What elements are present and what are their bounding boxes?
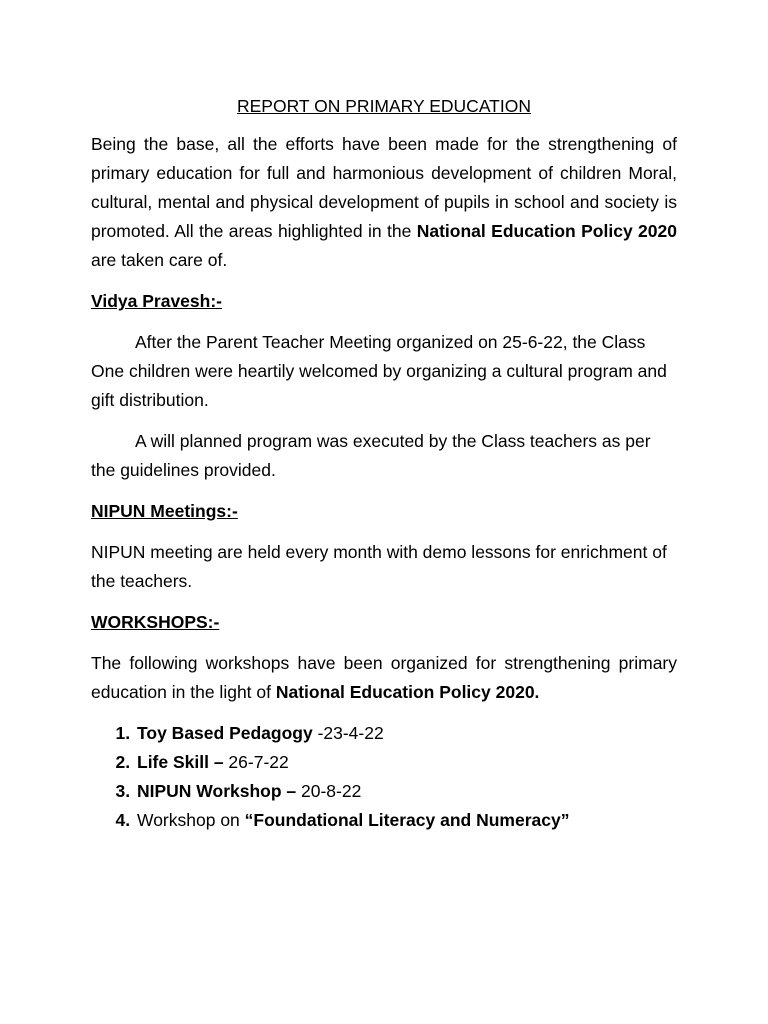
nipun-meetings-heading: NIPUN Meetings:- [91, 501, 238, 521]
workshop-date: -23-4-22 [312, 723, 384, 743]
list-item [135, 806, 677, 835]
intro-text: Being the base, all the efforts have been made for the strengthening of primary education for full and harmonious development of children Moral, cultural, mental and physical development of pupils in school and society is promoted. All the areas highlighted in the [91, 134, 677, 241]
intro-bold-policy: National Education Policy 2020 [416, 221, 677, 241]
workshop-name: NIPUN Workshop – [137, 781, 297, 801]
workshop-name: Life Skill – [137, 752, 224, 772]
vidya-pravesh-paragraph-2: A will planned program was executed by the Class teachers as per the guidelines provided. [91, 431, 651, 480]
workshop-name: Toy Based Pedagogy [137, 723, 313, 743]
workshops-list [91, 719, 677, 835]
report-title: REPORT ON PRIMARY EDUCATION [237, 96, 531, 116]
list-item [135, 748, 677, 777]
list-item [135, 777, 677, 806]
workshop-date: 26-7-22 [223, 752, 289, 772]
workshops-heading: WORKSHOPS:- [91, 612, 220, 632]
workshops-intro-text: The following workshops have been organized for strengthening primary education in the light of [91, 653, 677, 702]
workshops-intro-paragraph [91, 649, 677, 707]
vidya-pravesh-heading: Vidya Pravesh:- [91, 291, 222, 311]
nipun-meetings-paragraph: NIPUN meeting are held every month with demo lessons for enrichment of the teachers. [91, 542, 667, 591]
workshop-name: “Foundational Literacy and Numeracy” [244, 810, 570, 830]
intro-paragraph [91, 130, 677, 275]
workshop-date: 20-8-22 [296, 781, 362, 801]
workshops-intro-bold: National Education Policy 2020. [275, 682, 540, 702]
intro-tail: are taken care of. [91, 250, 228, 270]
workshop-prefix: Workshop on [137, 810, 245, 830]
vidya-pravesh-paragraph-1: After the Parent Teacher Meeting organized on 25-6-22, the Class One children were heartily welcomed by organizing a cultural program and gift distribution. [91, 332, 667, 410]
document-page [91, 94, 677, 835]
list-item [135, 719, 677, 748]
